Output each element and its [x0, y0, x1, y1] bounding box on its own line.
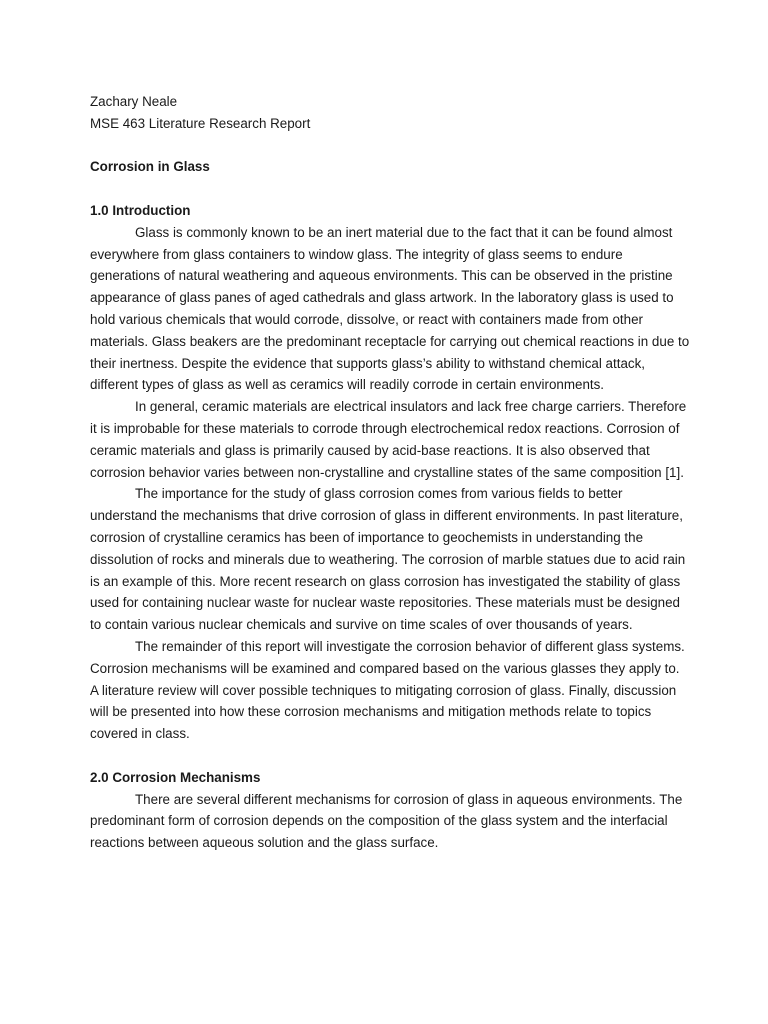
document-title: Corrosion in Glass	[90, 159, 210, 175]
section-heading-corrosion-mechanisms: 2.0 Corrosion Mechanisms	[90, 769, 261, 785]
paragraph: There are several different mechanisms for corrosion of glass in aqueous environments. The predominant form of corrosion depends on the composition of the glass system and the interfacial reactions between aqueous solution and the glass surface.	[90, 791, 683, 851]
paragraph: Glass is commonly known to be an inert material due to the fact that it can be found almost everywhere from glass containers to window glass. The integrity of glass seems to endure generations of natural weathering and aqueous environments. This can be observed in the pristine appearance of glass panes of aged cathedrals and glass artwork. In the laboratory glass is used to hold various chemicals that would corrode, dissolve, or react with containers made from other materials. Glass beakers are the predominant receptacle for carrying out chemical reactions in due to their inertness. Despite the evidence that supports glass’s ability to withstand chemical attack, different types of glass as well as ceramics will readily corrode in certain environments.	[90, 224, 690, 393]
author-name: Zachary Neale	[90, 94, 178, 109]
spacer	[90, 135, 690, 157]
paragraph: In general, ceramic materials are electrical insulators and lack free charge carriers. Therefore it is improbable for these materials to corrode through electrochemical redox reactions. Corrosion of ceramic materials and glass is primarily caused by acid-base reactions. It is also observed that corrosion behavior varies between non-crystalline and crystalline states of the same composition [1].	[90, 399, 687, 480]
spacer	[90, 745, 690, 767]
paragraph: The remainder of this report will investigate the corrosion behavior of different glass systems. Corrosion mechanisms will be examined and compared based on the various glasses they apply to. A literature review will cover possible techniques to mitigating corrosion of glass. Finally, discussion will be presented into how these corrosion mechanisms and mitigation methods relate to topics covered in class.	[90, 638, 685, 742]
spacer	[90, 178, 690, 200]
section-heading-introduction: 1.0 Introduction	[90, 202, 191, 218]
paragraph: The importance for the study of glass corrosion comes from various fields to better understand the mechanisms that drive corrosion of glass in different environments. In past literature, corrosion of crystalline ceramics has been of importance to geochemists in understanding the dissolution of rocks and minerals due to weathering. The corrosion of marble statues due to acid rain is an example of this. More recent research on glass corrosion has investigated the stability of glass used for containing nuclear waste for nuclear waste repositories. These materials must be designed to contain various nuclear chemicals and survive on time scales of over thousands of years.	[90, 486, 686, 633]
document-page	[90, 91, 690, 854]
course-title: MSE 463 Literature Research Report	[90, 115, 311, 131]
